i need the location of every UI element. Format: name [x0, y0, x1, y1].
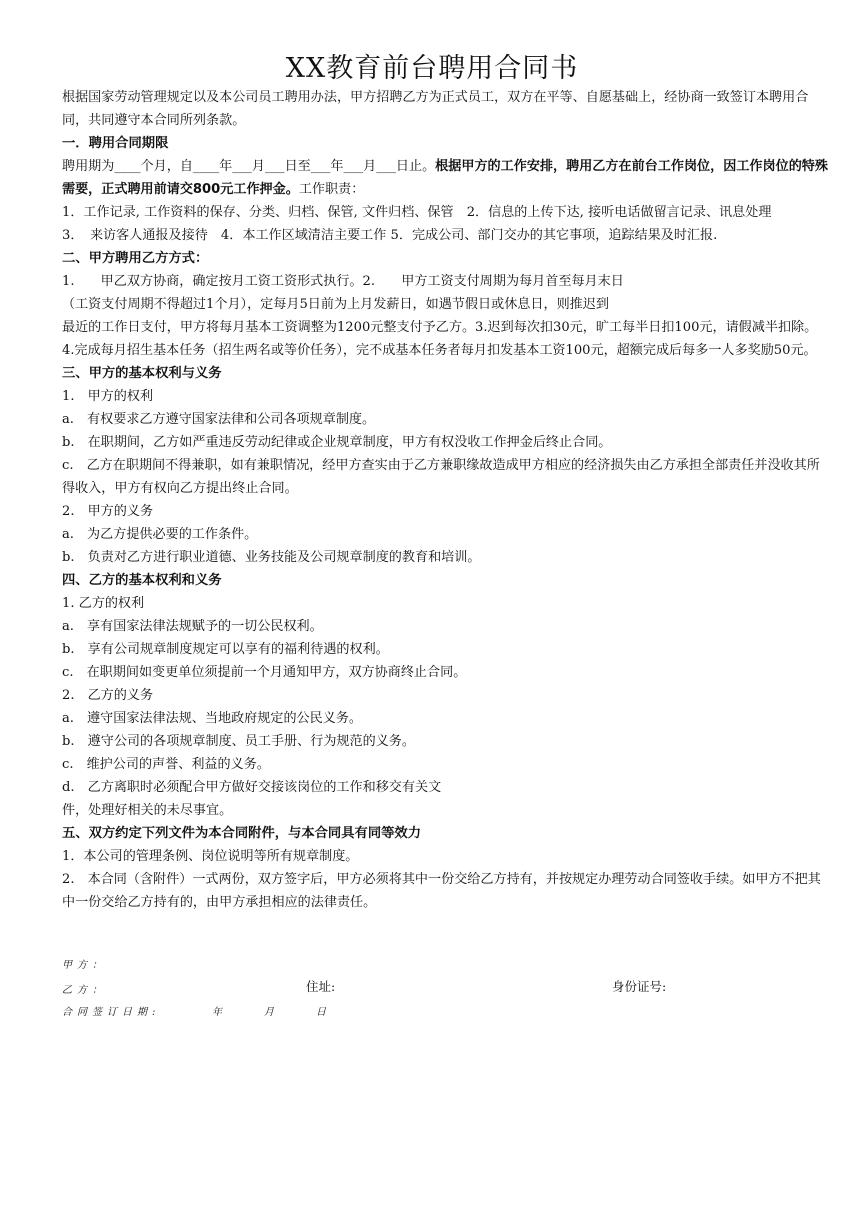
duties-line-2: 3． 来访客人通报及接待 4．本工作区域清洁主要工作 5．完成公司、部门交办的其它事项，追踪结果及时汇报.	[62, 228, 718, 243]
section-3-heading: 三、甲方的基本权利与义务	[62, 366, 222, 381]
section-1-heading: 一．聘用合同期限	[62, 136, 169, 151]
section-4-rights-label: 1. 乙方的权利	[62, 596, 145, 611]
section-4-duty-c: c. 维护公司的声誉、利益的义务。	[62, 757, 270, 772]
section-5-line-1: 1．本公司的管理条例、岗位说明等所有规章制度。	[62, 849, 359, 864]
section-4-right-c: c. 在职期间如变更单位须提前一个月通知甲方，双方协商终止合同。	[62, 665, 467, 680]
section-4-right-a: a. 享有国家法律法规赋予的一切公民权利。	[62, 619, 323, 634]
address-label: 住址:	[306, 979, 336, 994]
duties-line-1: 1．工作记录, 工作资料的保存、分类、归档、保管, 文件归档、保管 2．信息的上传下达, 接听电话做留言记录、讯息处理	[62, 205, 772, 220]
id-number-label: 身份证号:	[612, 979, 667, 994]
section-2-line-3: 最近的工作日支付，甲方将每月基本工资调整为1200元整支付予乙方。3.迟到每次扣30元，旷工每半日扣100元，请假减半扣除。4.完成每月招生基本任务（招生两名或等价任务），完不成基本任务者每月扣发基本工资100元，超额完成后每多一人多奖励50元。	[62, 320, 818, 358]
section-1-paragraph	[62, 155, 828, 201]
section-4-right-b: b. 享有公司规章制度规定可以享有的福利待遇的权利。	[62, 642, 389, 657]
duties-label: 工作职责：	[298, 182, 365, 197]
section-3-duty-label: 2. 甲方的义务	[62, 504, 154, 519]
section-3-right-b: b. 在职期间，乙方如严重违反劳动纪律或企业规章制度，甲方有权没收工作押金后终止合同。	[62, 435, 612, 450]
party-a-signature-label: 甲方：	[62, 960, 107, 971]
section-2-line-1: 1. 甲乙双方协商，确定按月工资工资形式执行。2. 甲方工资支付周期为每月首至每月末日	[62, 274, 624, 289]
section-5-heading: 五、双方约定下列文件为本合同附件，与本合同具有同等效力	[62, 826, 422, 841]
section-3-duty-b: b. 负责对乙方进行职业道德、业务技能及公司规章制度的教育和培训。	[62, 550, 481, 565]
document-title: XX教育前台聘用合同书	[285, 53, 579, 84]
party-b-signature-label: 乙方：	[62, 985, 107, 996]
signing-month-label: 月	[264, 1007, 279, 1018]
section-3-right-c: c. 乙方在职期间不得兼职，如有兼职情况，经甲方查实由于乙方兼职缘故造成甲方相应的经济损失由乙方承担全部责任并没收其所得收入，甲方有权向乙方提出终止合同。	[62, 458, 820, 496]
signing-year-label: 年	[212, 1007, 227, 1018]
section-4-heading: 四、乙方的基本权利和义务	[62, 573, 222, 588]
section-4-duty-label: 2. 乙方的义务	[62, 688, 154, 703]
intro-paragraph: 根据国家劳动管理规定以及本公司员工聘用办法，甲方招聘乙方为正式员工，双方在平等、自愿基础上，经协商一致签订本聘用合同，共同遵守本合同所列条款。	[62, 90, 809, 128]
section-4-duty-d-line-1: d. 乙方离职时必须配合甲方做好交接该岗位的工作和移交有关文	[62, 780, 442, 795]
section-3-duty-a: a. 为乙方提供必要的工作条件。	[62, 527, 258, 542]
section-3-right-a: a. 有权要求乙方遵守国家法律和公司各项规章制度。	[62, 412, 376, 427]
section-4-duty-a: a. 遵守国家法律法规、当地政府规定的公民义务。	[62, 711, 363, 726]
section-3-rights-label: 1. 甲方的权利	[62, 389, 154, 404]
employment-period: 聘用期为____个月，自____年___月___日至___年___月___日止。	[62, 159, 436, 174]
section-4-duty-b: b. 遵守公司的各项规章制度、员工手册、行为规范的义务。	[62, 734, 415, 749]
section-2-heading: 二、甲方聘用乙方方式：	[62, 251, 209, 266]
section-2-line-2: （工资支付周期不得超过1个月），定每月5日前为上月发薪日，如遇节假日或休息日，则推迟到	[62, 297, 609, 312]
deposit-clause: 根据甲方的工作安排，聘用乙方在前台工作岗位，因工作岗位的特殊需要，正式聘用前请交800元工作押金。	[62, 159, 828, 197]
section-5-line-2: 2. 本合同（含附件）一式两份，双方签字后，甲方必须将其中一份交给乙方持有，并按规定办理劳动合同签收手续。如甲方不把其中一份交给乙方持有的，由甲方承担相应的法律责任。	[62, 872, 821, 910]
contract-body	[62, 86, 828, 914]
signing-day-label: 日	[316, 1007, 331, 1018]
signing-date-label: 合同签订日期:	[62, 1007, 161, 1018]
section-4-duty-d-line-2: 件，处理好相关的未尽事宜。	[62, 803, 233, 818]
